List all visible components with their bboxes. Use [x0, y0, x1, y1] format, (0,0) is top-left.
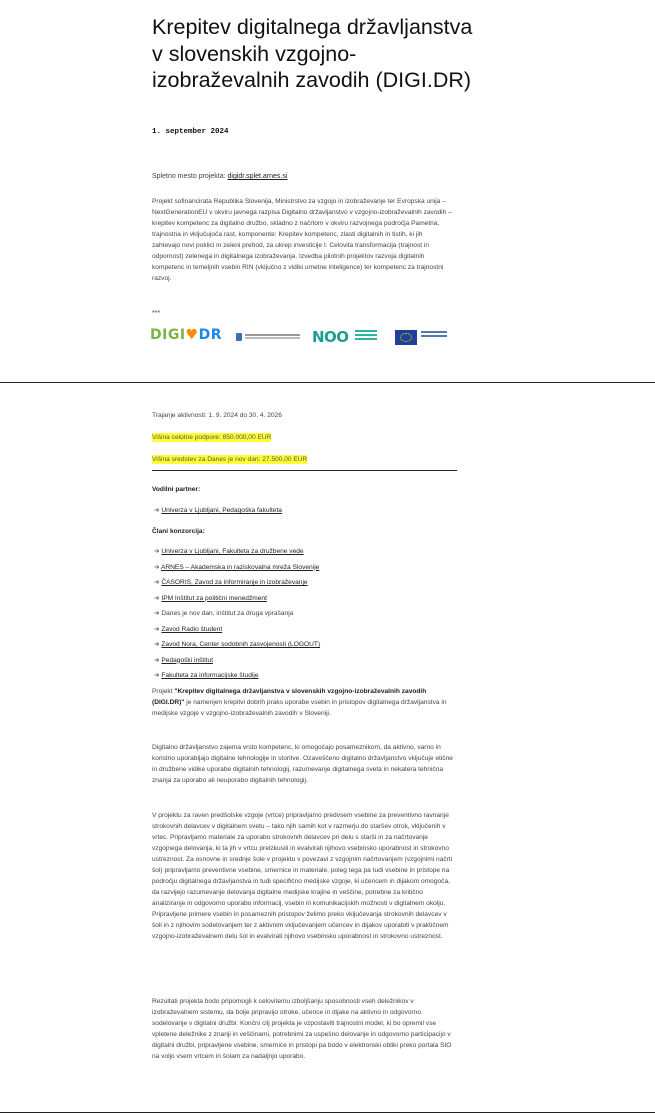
eu-flag-icon — [395, 330, 417, 345]
consortium-member — [154, 577, 320, 593]
arrow-icon: ➔ — [154, 656, 160, 664]
divider — [152, 470, 457, 471]
consortium-member-name[interactable]: ČASORIS, Zavod za informiranje in izobraževanje — [161, 579, 308, 586]
activity-duration: Trajanje aktivnosti: 1. 9. 2024 do 30. 4. 2026 — [152, 412, 282, 419]
project-description: Projekt "Krepitev digitalnega državljanstva v slovenskih vzgojno-izobraževalnih zavodih (DIGI.DR)" je namenjen krepitvi dobrih praks uporabe vsebin in pristopov digitalnega državljanstva in medijske vzgoje v vzgojno-izobraževalnih zavodih v Sloveniji. — [152, 688, 447, 717]
page-title: Krepitev digitalnega državljanstva v slovenskih vzgojno-izobraževalnih zavodih (DIGI.DR) — [152, 15, 473, 92]
digidr-logo: DIGI♥DR — [150, 327, 222, 343]
separator-dots: *** — [152, 310, 161, 317]
arrow-icon: ➔ — [154, 610, 160, 617]
noo-logo: NOO — [312, 328, 349, 346]
document-page-2 — [0, 384, 655, 1112]
consortium-member — [154, 562, 320, 578]
lead-partner-heading: Vodilni partner: — [152, 486, 201, 493]
arrow-icon: ➔ — [154, 563, 160, 571]
website-label: Spletno mesto projekta: — [152, 173, 226, 180]
page-separator-bottom — [0, 1112, 655, 1113]
total-support: Višina celotne podpore: 850.000,00 EUR — [152, 434, 272, 441]
page-separator — [0, 382, 655, 383]
consortium-member — [154, 655, 320, 671]
consortium-member — [154, 670, 320, 686]
consortium-list — [154, 546, 320, 686]
danes-funds: Višina sredstev za Danes je nov dan: 27.500,00 EUR — [152, 456, 308, 463]
arrow-icon: ➔ — [154, 641, 160, 648]
consortium-member-name[interactable]: Fakulteta za informacijske študije — [161, 672, 259, 679]
intro-paragraph: Projekt sofinancirata Republika Slovenija, Ministrstvo za vzgojo in izobraževanje ter Evropska unija – NextGenerationEU v okviru javnega razpisa Digitalno državljanstvo v vzgojno-izobraževalnih zavodih – krepitev kompetenc za digitalno družbo, skladno z načrtom v okviru razvojnega področja Pametna, trajnostna in vključujoča rast, komponente: Krepitev kompetenc, zlasti digitalnih in tistih, ki jih zahtevajo novi poklici in zeleni prehod, za ukrep investicije I: Celovita transformacija (trajnost in odpornost) zelenega in digitalnega izobraževanja. Izvedba pilotnih projektov razvoja digitalnih kompetenc in temeljnih vsebin RIN (vključno z vidiki umetne inteligence) ter kompetenc za trajnostni razvoj. — [152, 198, 452, 282]
consortium-member — [154, 608, 320, 624]
consortium-member-name[interactable]: IPM Inštitut za politični menedžment — [161, 594, 267, 602]
publish-date: 1. september 2024 — [152, 128, 229, 136]
consortium-member-name[interactable]: Zavod Radio študent — [161, 625, 223, 633]
arrow-icon: ➔ — [154, 594, 160, 602]
consortium-member — [154, 624, 320, 640]
consortium-member-name: Danes je nov dan, inštitut za druga vprašanja — [161, 610, 294, 617]
digital-citizenship-paragraph: Digitalno državljanstvo zajema vrsto kompetenc, ki omogočajo posameznikom, da aktivno, varno in koristno uporabljajo digitalne tehnologije in storitve. Ozaveščeno digitalno državljanstvo vključuje etične in družbene vidike uporabe digitalnih tehnologij, razumevanje digitalnega sveta in nekatera tehnična znanja za uporabo ali neuporabo digitalnih tehnologij. — [152, 744, 453, 784]
consortium-member-name[interactable]: Zavod Nora, Center sodobnih zasvojenosti (LOGOUT) — [161, 641, 321, 648]
consortium-member — [154, 639, 320, 655]
consortium-heading: Člani konzorcija: — [152, 528, 205, 535]
project-scope-paragraph: V projektu za raven predšolske vzgoje (vrtce) pripravljamo predvsem vsebine za preventivno ravnanje strokovnih delavcev v digitalnem svetu – tako njih samih kot v razmerju do staršev otrok, vključenih v vrtec. Pripravljamo materiale za uporabo strokovnih delavcev pri delu s starši in za načrtovanje vzgojnega delovanja, ki ta jih v vrtcu preizkusili in evalvirali njihovo vsebinsko uporabnost in strokovno ustreznost. Za osnovne in srednje šole v projektu v povezavi z vzgojnim načrtovanjem (vzgojnimi načrti šol) pripravljamo preventivne vsebine, smernice in materiale, poleg tega pa tudi vsebine in pristope na področju digitalnega državljanstva in tudi specifično medijske vzgoje, ki učencem in dijakom omogoča, da razvijejo razumevanje delovanja digitalne medijske krajine in veščine, potrebne za kritično analiziranje in odgovorno uporabo informacij, vsebin in komunikacijskih možnosti v digitalnem okolju. Pripravljene primere vsebin in posameznih pristopov želimo preko vključevanja strokovnih delavcev v šoli in z njihovim sodelovanjem ter z aktivnim vključevanjem učencev in dijakov uporabiti v praktičnem vzgojno-izobraževalnem delu šol in evalvirati njihovo vsebinsko uporabnost in strokovno ustreznost. — [152, 812, 453, 940]
arrow-icon: ➔ — [154, 625, 160, 633]
noo-logo-text — [355, 330, 377, 344]
crest-icon — [236, 333, 242, 341]
lead-partner — [154, 505, 282, 516]
consortium-member-name[interactable]: Pedagoški inštitut — [161, 656, 214, 664]
arrow-icon: ➔ — [154, 507, 160, 514]
consortium-member — [154, 593, 320, 609]
consortium-member-name[interactable]: Univerza v Ljubljani, Fakulteta za družbene vede — [161, 548, 304, 555]
arrow-icon: ➔ — [154, 672, 160, 679]
eu-logo-text — [421, 331, 447, 343]
document-page-1 — [0, 0, 655, 382]
funding-logos — [150, 327, 450, 349]
project-results-paragraph: Rezultati projekta bodo pripomogli k celovitemu izboljšanju sposobnosti vseh deležnikov v izobraževalnem sistemu, da bolje pripravijo otroke, učence in dijake na aktivno in odgovorno sodelovanje v digitalni družbi. Končni cilj projekta je vzpostaviti trajnostni model, ki bo opremil vse vpletene deležnike z znanji in veščinami, potrebnimi za uspešno delovanje in odgovorno participacijo v digitalni družbi, pripravljene vsebine, smernice in pristopi pa bodo v elektronski obliki preko portala SIO na voljo vsem vrtcem in šolam za nadaljnjo uporabo. — [152, 998, 452, 1060]
lead-partner-link[interactable]: Univerza v Ljubljani, Pedagoška fakulteta — [161, 507, 282, 514]
arrow-icon: ➔ — [154, 548, 160, 555]
ministry-logo — [236, 333, 300, 343]
arrow-icon: ➔ — [154, 579, 160, 586]
project-website — [152, 173, 287, 180]
consortium-member — [154, 546, 320, 562]
consortium-member-name[interactable]: ARNES – Akademska in raziskovalna mreža Slovenije — [161, 563, 320, 571]
website-link[interactable]: digidr.splet.arnes.si — [227, 173, 288, 180]
